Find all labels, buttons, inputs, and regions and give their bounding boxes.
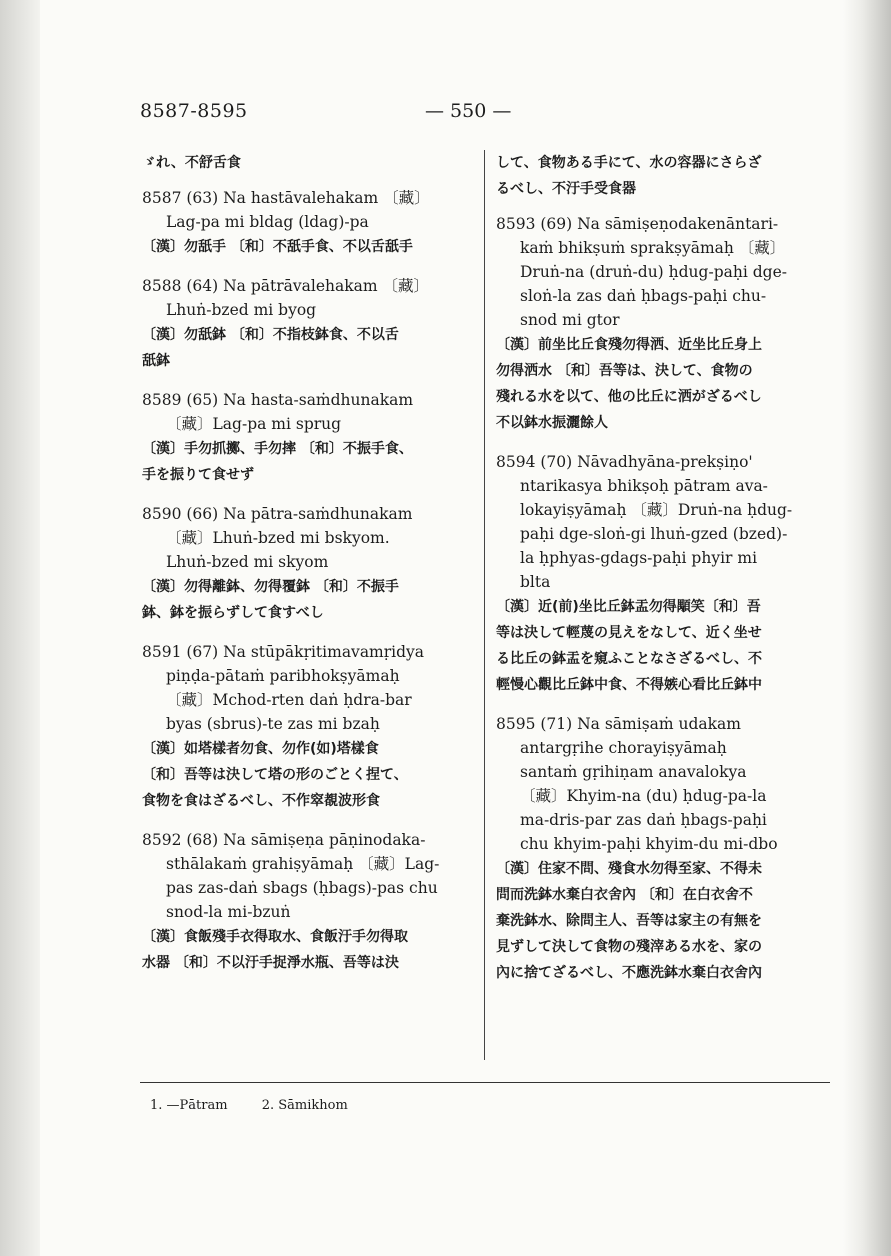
translation-line: 〔和〕吾等は決して塔の形のごとく捏て、: [142, 767, 408, 783]
entry-line: blta: [520, 573, 551, 591]
translation-line: 〔漢〕住家不問、殘食水勿得至家、不得未: [496, 861, 762, 877]
entry-line: lokayiṣyāmaḥ 〔藏〕Druṅ-na ḥdug-: [520, 501, 793, 519]
translation-line: 殘れる水を以て、他の比丘に洒がざるべし: [496, 389, 762, 405]
page-edge-shadow-right: [843, 0, 891, 1256]
entry-line: antargṛihe chorayiṣyāmaḥ: [520, 739, 727, 757]
entry-line: 8589 (65) Na hasta-saṁdhunakam: [142, 391, 414, 409]
entry-line: kaṁ bhikṣuṁ sprakṣyāmaḥ 〔藏〕: [520, 239, 786, 257]
dictionary-entry-8593: [496, 212, 826, 436]
entry-line: Druṅ-na (druṅ-du) ḥdug-paḥi dge-: [520, 263, 787, 281]
entry-line: piṇḍa-pātaṁ paribhokṣyāmaḥ: [166, 667, 400, 685]
translation-line: 〔漢〕勿舐鉢 〔和〕不指枝鉢食、不以舌: [142, 327, 399, 343]
column-divider: [484, 150, 485, 1060]
translation-line: 舐鉢: [142, 353, 170, 369]
dictionary-entry-8594: [496, 450, 826, 698]
continuation-line: ゞれ、不舒舌食: [142, 155, 241, 171]
entry-line: sloṅ-la zas daṅ ḥbags-paḥi chu-: [520, 287, 767, 305]
dictionary-entry-8591: [142, 640, 472, 814]
entry-line: 8592 (68) Na sāmiṣeṇa pāṇinodaka-: [142, 831, 426, 849]
left-column: [142, 150, 472, 990]
translation-line: 〔漢〕近(前)坐比丘鉢盂勿得顒笑〔和〕吾: [496, 599, 761, 615]
translation-line: 〔漢〕勿得離鉢、勿得覆鉢 〔和〕不振手: [142, 579, 399, 595]
entry-line: 8594 (70) Nāvadhyāna-prekṣiṇo': [496, 453, 753, 471]
page-number: — 550 —: [425, 100, 512, 122]
translation-line: 見ずして決して食物の殘滓ある水を、家の: [496, 939, 762, 955]
entry-line: snod mi gtor: [520, 311, 620, 329]
dictionary-entry-8595: [496, 712, 826, 986]
entry-line: santaṁ gṛihiṇam anavalokya: [520, 763, 747, 781]
entry-line: 8595 (71) Na sāmiṣaṁ udakam: [496, 715, 741, 733]
translation-line: 〔漢〕如塔樣者勿食、勿作(如)塔樣食: [142, 741, 379, 757]
page-edge-shadow-left: [0, 0, 40, 1256]
entry-line: chu khyim-paḥi khyim-du mi-dbo: [520, 835, 778, 853]
dictionary-entry-8587: [142, 186, 472, 260]
translation-line: 輕慢心觀比丘鉢中食、不得嫉心看比丘鉢中: [496, 677, 762, 693]
translation-line: 等は決して輕蔑の見えをなして、近く坐せ: [496, 625, 762, 641]
entry-line: 〔藏〕Lag-pa mi sprug: [166, 415, 342, 433]
entry-line: ntarikasya bhikṣoḥ pātram ava-: [520, 477, 768, 495]
translation-line: 棄洗鉢水、除問主人、吾等は家主の有無を: [496, 913, 762, 929]
entry-range-header: 8587-8595: [140, 100, 248, 122]
translation-line: る比丘の鉢盂を窺ふことなさざるべし、不: [496, 651, 762, 667]
entry-line: sthālakaṁ grahiṣyāmaḥ 〔藏〕Lag-: [166, 855, 440, 873]
entry-line: Lhuṅ-bzed mi skyom: [166, 553, 329, 571]
entry-line: 〔藏〕Mchod-rten daṅ ḥdra-bar: [166, 691, 412, 709]
translation-line: 問而洗鉢水棄白衣舍內 〔和〕在白衣舍不: [496, 887, 753, 903]
entry-line: pas zas-daṅ sbags (ḥbags)-pas chu: [166, 879, 438, 897]
entry-line: 8591 (67) Na stūpākṛitimavamṛidya: [142, 643, 425, 661]
translation-line: 手を振りて食せず: [142, 467, 254, 483]
entry-line: 8588 (64) Na pātrāvalehakam 〔藏〕: [142, 277, 429, 295]
translation-line: 不以鉢水振灑餘人: [496, 415, 608, 431]
entry-line: Lag-pa mi bldag (ldag)-pa: [166, 213, 369, 231]
translation-line: 〔漢〕食飯殘手衣得取水、食飯汙手勿得取: [142, 929, 408, 945]
translation-line: 勿得洒水 〔和〕吾等は、決して、食物の: [496, 363, 753, 379]
footnotes: [150, 1098, 378, 1113]
entry-line: paḥi dge-sloṅ-gi lhuṅ-gzed (bzed)-: [520, 525, 788, 543]
entry-line: 〔藏〕Khyim-na (du) ḥdug-pa-la: [520, 787, 767, 805]
entry-line: 8590 (66) Na pātra-saṁdhunakam: [142, 505, 413, 523]
translation-line: 水器 〔和〕不以汙手捉淨水瓶、吾等は決: [142, 955, 399, 971]
translation-line: 〔漢〕手勿抓擲、手勿摔 〔和〕不振手食、: [142, 441, 413, 457]
entry-line: 〔藏〕Lhuṅ-bzed mi bskyom.: [166, 529, 390, 547]
entry-line: ma-dris-par zas daṅ ḥbags-paḥi: [520, 811, 767, 829]
translation-line: 〔漢〕前坐比丘食殘勿得洒、近坐比丘身上: [496, 337, 762, 353]
entry-line: 8593 (69) Na sāmiṣeṇodakenāntari-: [496, 215, 779, 233]
footnote-1: 1. —Pātram: [150, 1098, 228, 1113]
entry-line: 8587 (63) Na hastāvalehakam 〔藏〕: [142, 189, 430, 207]
dictionary-entry-8589: [142, 388, 472, 488]
translation-line: 鉢、鉢を振らずして食すべし: [142, 605, 324, 621]
footnote-2: 2. Sāmikhom: [261, 1098, 348, 1113]
entry-line: byas (sbrus)-te zas mi bzaḥ: [166, 715, 380, 733]
entry-line: la ḥphyas-gdags-paḥi phyir mi: [520, 549, 758, 567]
dictionary-entry-8592: [142, 828, 472, 976]
entry-line: Lhuṅ-bzed mi byog: [166, 301, 317, 319]
continuation-line: るべし、不汙手受食器: [496, 181, 636, 197]
translation-line: 內に捨てざるべし、不應洗鉢水棄白衣舍內: [496, 965, 762, 981]
footnote-rule: [140, 1082, 830, 1083]
dictionary-entry-8590: [142, 502, 472, 626]
translation-line: 食物を食はざるべし、不作窣覩波形食: [142, 793, 380, 809]
dictionary-entry-8588: [142, 274, 472, 374]
right-column: [496, 150, 826, 1000]
translation-line: 〔漢〕勿舐手 〔和〕不舐手食、不以舌舐手: [142, 239, 413, 255]
entry-line: snod-la mi-bzuṅ: [166, 903, 291, 921]
continuation-line: して、食物ある手にて、水の容器にさらざ: [496, 155, 762, 171]
